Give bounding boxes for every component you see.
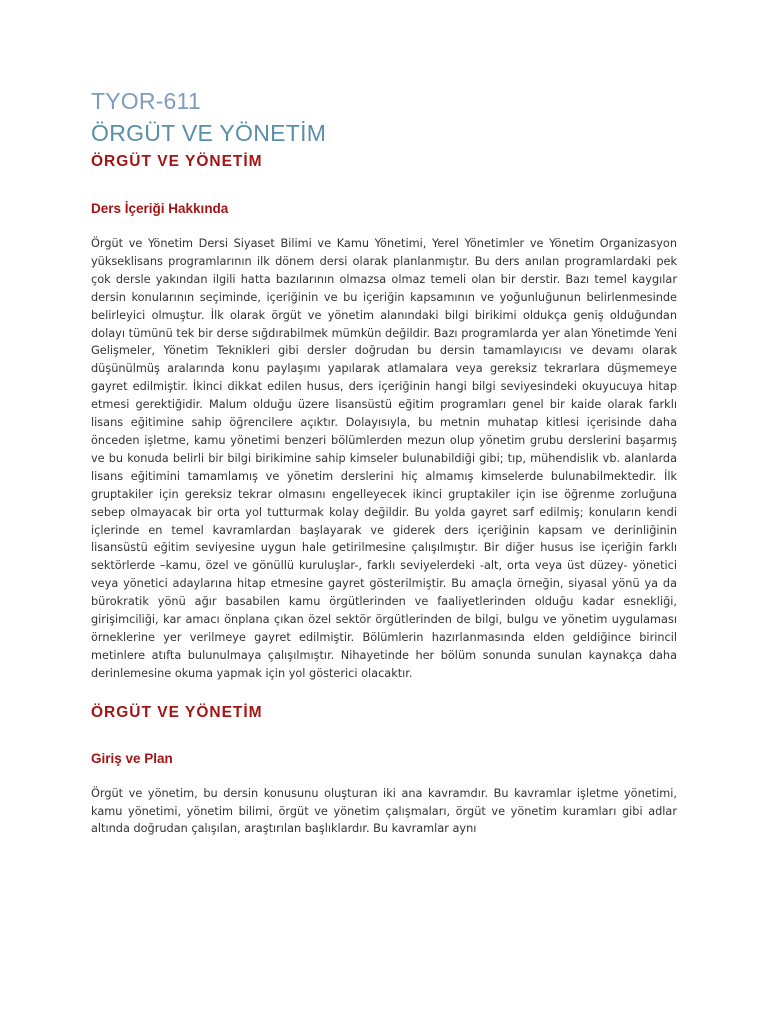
section-heading-1: ÖRGÜT VE YÖNETİM [91,153,263,170]
course-code: TYOR-611 [91,88,201,114]
paragraph-intro-plan: Örgüt ve yönetim, bu dersin konusunu oluşturan iki ana kavramdır. Bu kavramlar işletme yönetimi, kamu yönetimi, yönetim bilimi, örgüt ve yönetim çalışmaları, örgüt ve yönetim kuramları gibi adlar altında doğrudan çalışılan, araştırılan başlıklardır. Bu kavramlar aynı [91,786,677,836]
section-heading-2: ÖRGÜT VE YÖNETİM [91,703,263,721]
paragraph-course-content: Örgüt ve Yönetim Dersi Siyaset Bilimi ve Kamu Yönetimi, Yerel Yönetimler ve Yönetim Organizasyon yükseklisans programlarının ilk dönem dersi olarak planlanmıştır. Bu ders anılan programlardaki pek çok dersle yakından ilgili hatta bazılarının olmazsa olmaz temeli olan bir derstir. Bazı temel kaygılar dersin konularının seçiminde, içeriğinin ve bu içeriğin kapsamının ve yoğunluğunun belirlenmesinde belirleyici olmuştur. İlk olarak örgüt ve yönetim alanındaki bilgi birikimi oldukça geniş olduğundan dolayı tümünü tek bir derse sığdırabilmek mümkün değildir. Bazı programlarda yer alan Yönetimde Yeni Gelişmeler, Yönetim Teknikleri gibi dersler doğrudan bu dersin tamamlayıcısı ve devamı olarak düşünülmüş aralarında konu paylaşımı yapılarak atlamalara veya gereksiz tekrarlara düşmemeye gayret edilmiştir. İkinci dikkat edilen husus, ders içeriğinin hangi bilgi seviyesindeki okuyucuya hitap etmesi gerektiğidir. Malum olduğu üzere lisansüstü eğitim programları genel bir kaide olarak farklı lisans eğitimine sahip öğrencilere açıktır. Dolayısıyla, bu metnin muhatap kitlesi içerisinde daha önceden işletme, kamu yönetimi benzeri bölümlerden mezun olup yönetim grubu derslerini başarmış ve bu konuda belirli bir bilgi birikimine sahip kimseler bulunabildiği gibi; tıp, mühendislik vb. alanlarda lisans eğitimini tamamlamış ve yönetim derslerini hiç almamış kimselerde bulunabilmektedir. İlk gruptakiler için gereksiz tekrar olmasını engelleyecek ikinci gruptakiler için ise öğrenme zorluğuna sebep olmayacak bir orta yol tutturmak kolay değildir. Bu yolda gayret sarf edilmiş; konuların kendi içlerinde en temel kavramlardan başlayarak ve giderek ders içeriğinin kapsam ve derinliğinin lisansüstü eğitim seviyesine uygun hale getirilmesine çalışılmıştır. Bir diğer husus ise içeriğin farklı sektörlerde –kamu, özel ve gönüllü kuruluşlar-, farklı seviyelerdeki -alt, orta veya üst düzey- yönetici veya yönetici adaylarına hitap etmesine gayret gösterilmiştir. Bu amaçla örneğin, siyasal yönü ya da bürokratik yönü ağır basabilen kamu örgütlerinden ve faaliyetlerinden olduğu kadar esnekliği, girişimciliği, kar amacı önplana çıkan özel sektör örgütlerinden de bilgi, bulgu ve yönetim uygulaması örneklerine yer verilmeye gayret edilmiştir. Bölümlerin hazırlanmasında elden geldiğince birincil metinlere atıfta bulunulmaya çalışılmıştır. Nihayetinde her bölüm sonunda sunulan kaynakça daha derinlemesine okuma yapmak için yol gösterici olacaktır. [91,237,677,680]
document-page [91,86,677,838]
subheading-intro-plan: Giriş ve Plan [91,750,173,766]
subheading-course-content: Ders İçeriği Hakkında [91,201,229,216]
course-title: ÖRGÜT VE YÖNETİM [91,120,327,146]
